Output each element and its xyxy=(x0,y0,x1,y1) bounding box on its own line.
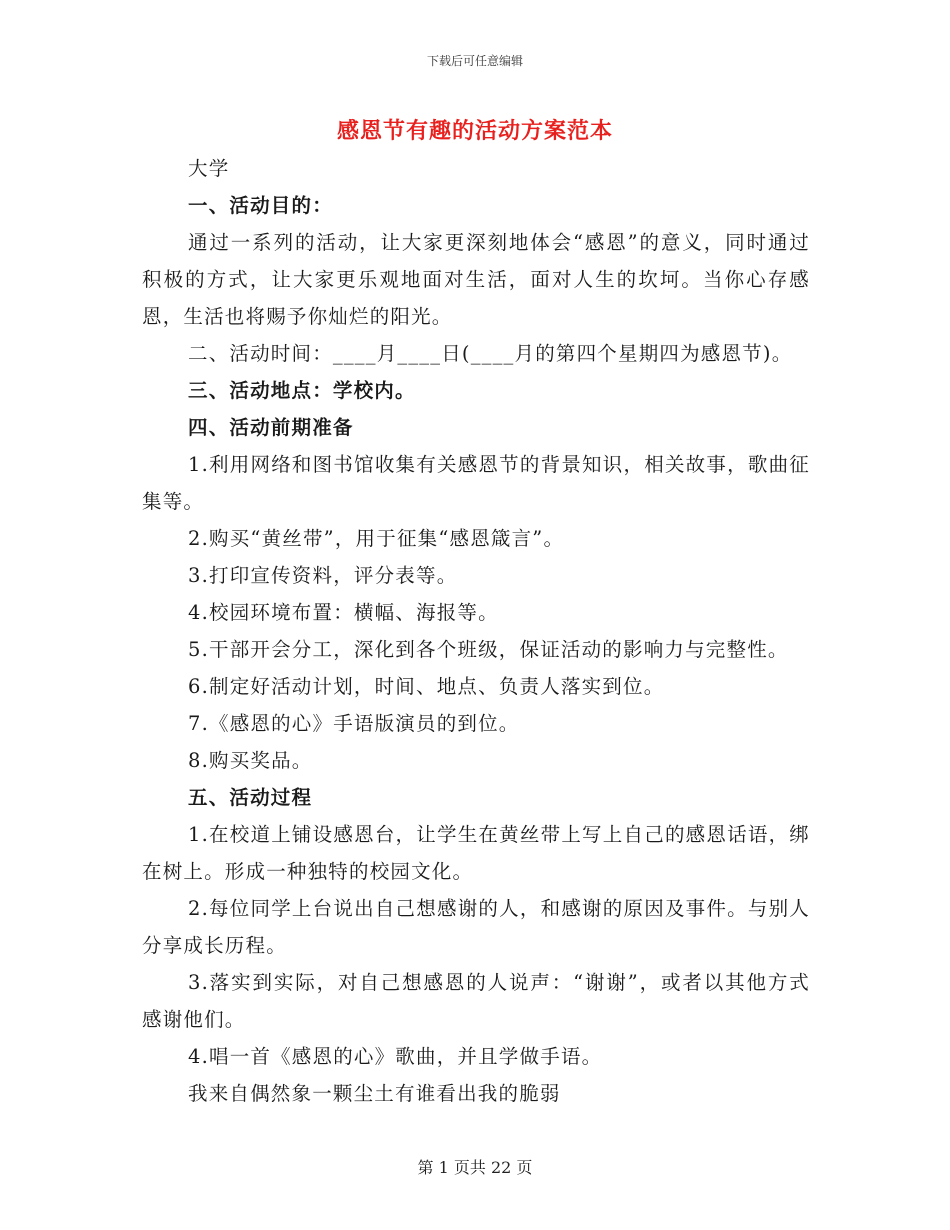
list-item: 1.在校道上铺设感恩台，让学生在黄丝带上写上自己的感恩话语，绑在树上。形成一种独特的校园文化。 xyxy=(142,823,810,883)
paragraph-lyrics: 我来自偶然象一颗尘土有谁看出我的脆弱 xyxy=(188,1082,561,1105)
section-heading-process: 五、活动过程 xyxy=(188,786,313,809)
list-item: 1.利用网络和图书馆收集有关感恩节的背景知识，相关故事，歌曲征集等。 xyxy=(142,453,810,513)
paragraph-time: 二、活动时间：____月____日(____月的第四个星期四为感恩节)。 xyxy=(188,342,793,365)
page-number: 第 1 页共 22 页 xyxy=(417,1158,533,1177)
section-heading-location: 三、活动地点：学校内。 xyxy=(188,379,416,402)
section-heading-preparation: 四、活动前期准备 xyxy=(188,416,354,439)
list-item: 2.购买“黄丝带”，用于征集“感恩箴言”。 xyxy=(188,527,565,550)
list-item: 4.唱一首《感恩的心》歌曲，并且学做手语。 xyxy=(188,1045,603,1068)
section-heading-purpose: 一、活动目的： xyxy=(188,194,333,217)
list-item: 7.《感恩的心》手语版演员的到位。 xyxy=(188,712,520,735)
document-body xyxy=(142,150,810,1112)
list-item: 5.干部开会分工，深化到各个班级，保证活动的影响力与完整性。 xyxy=(188,638,789,661)
list-item: 4.校园环境布置：横幅、海报等。 xyxy=(188,601,499,624)
paragraph-purpose: 通过一系列的活动，让大家更深刻地体会“感恩”的意义，同时通过积极的方式，让大家更乐观地面对生活，面对人生的坎坷。当你心存感恩，生活也将赐予你灿烂的阳光。 xyxy=(142,231,810,328)
list-item: 3.落实到实际，对自己想感恩的人说声：“谢谢”，或者以其他方式感谢他们。 xyxy=(142,971,810,1031)
paragraph-school: 大学 xyxy=(188,157,230,180)
list-item: 3.打印宣传资料，评分表等。 xyxy=(188,564,458,587)
document-title: 感恩节有趣的活动方案范本 xyxy=(336,118,613,144)
list-item: 8.购买奖品。 xyxy=(188,749,313,772)
list-item: 6.制定好活动计划，时间、地点、负责人落实到位。 xyxy=(188,675,665,698)
list-item: 2.每位同学上台说出自己想感谢的人，和感谢的原因及事件。与别人分享成长历程。 xyxy=(142,897,810,957)
header-note: 下载后可任意编辑 xyxy=(426,54,523,68)
